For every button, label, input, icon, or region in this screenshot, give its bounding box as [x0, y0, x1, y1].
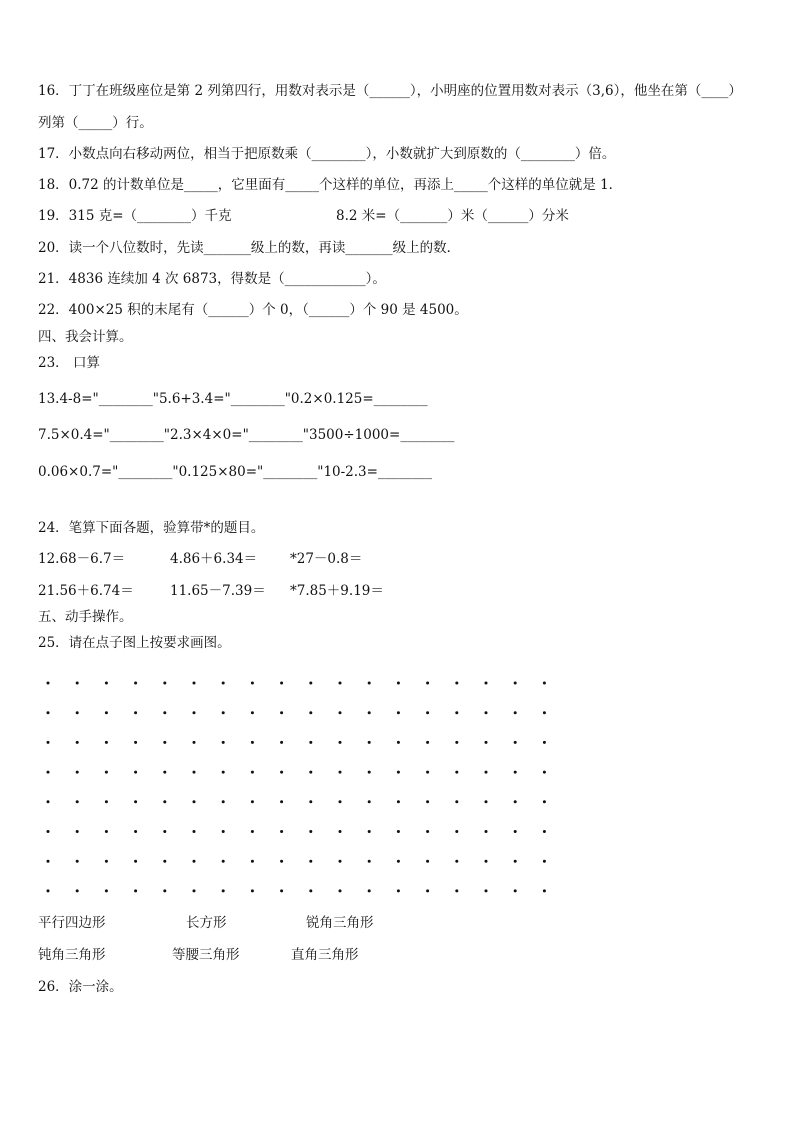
grid-dot[interactable] — [455, 741, 458, 744]
grid-dot[interactable] — [309, 889, 312, 892]
question-25-title: 25．请在点子图上按要求画图。 — [38, 635, 231, 651]
grid-dot[interactable] — [514, 860, 517, 863]
grid-dot[interactable] — [339, 711, 342, 714]
grid-dot[interactable] — [485, 682, 488, 685]
grid-dot[interactable] — [339, 830, 342, 833]
shape-label-rectangle: 长方形 — [186, 915, 227, 931]
grid-dot[interactable] — [251, 711, 254, 714]
grid-dot[interactable] — [543, 889, 546, 892]
grid-dot[interactable] — [76, 830, 79, 833]
grid-dot[interactable] — [543, 860, 546, 863]
question-19-part-a: 19．315 克=（________）千克 — [38, 208, 232, 224]
grid-dot[interactable] — [280, 830, 283, 833]
grid-dot[interactable] — [339, 860, 342, 863]
grid-dot[interactable] — [455, 889, 458, 892]
grid-dot[interactable] — [163, 741, 166, 744]
grid-dot[interactable] — [251, 682, 254, 685]
question-17: 17．小数点向右移动两位，相当于把原数乘（________），小数就扩大到原数的（________）倍。 — [38, 146, 616, 162]
grid-dot[interactable] — [339, 771, 342, 774]
grid-dot[interactable] — [76, 711, 79, 714]
grid-dot[interactable] — [397, 860, 400, 863]
question-20: 20．读一个八位数时，先读_______级上的数，再读_______级上的数． — [38, 240, 461, 256]
grid-dot[interactable] — [47, 860, 50, 863]
question-26-title: 26．涂一涂。 — [38, 979, 123, 995]
grid-dot[interactable] — [514, 711, 517, 714]
grid-dot[interactable] — [163, 682, 166, 685]
grid-dot[interactable] — [543, 682, 546, 685]
grid-dot[interactable] — [280, 889, 283, 892]
section-5-title: 五、动手操作。 — [38, 609, 133, 625]
grid-dot[interactable] — [105, 711, 108, 714]
grid-dot[interactable] — [105, 741, 108, 744]
grid-dot[interactable] — [543, 711, 546, 714]
grid-dot[interactable] — [163, 889, 166, 892]
grid-dot[interactable] — [163, 860, 166, 863]
grid-dot[interactable] — [455, 800, 458, 803]
shape-label-isosceles-triangle: 等腰三角形 — [172, 947, 240, 963]
grid-dot[interactable] — [543, 830, 546, 833]
grid-dot[interactable] — [339, 800, 342, 803]
grid-dot[interactable] — [47, 889, 50, 892]
grid-dot[interactable] — [193, 889, 196, 892]
grid-dot[interactable] — [514, 771, 517, 774]
grid-dot[interactable] — [397, 771, 400, 774]
grid-dot[interactable] — [105, 771, 108, 774]
grid-dot[interactable] — [134, 741, 137, 744]
grid-dot[interactable] — [134, 771, 137, 774]
oral-calc-row-3: 0.06×0.7="________"0.125×80="________"10-2.3=________ — [38, 464, 432, 480]
grid-dot[interactable] — [368, 711, 371, 714]
grid-dot[interactable] — [339, 889, 342, 892]
grid-dot[interactable] — [251, 860, 254, 863]
grid-dot[interactable] — [105, 860, 108, 863]
grid-dot[interactable] — [251, 889, 254, 892]
grid-dot[interactable] — [426, 860, 429, 863]
grid-dot[interactable] — [339, 682, 342, 685]
grid-dot[interactable] — [280, 860, 283, 863]
grid-dot[interactable] — [222, 771, 225, 774]
grid-dot[interactable] — [309, 741, 312, 744]
grid-dot[interactable] — [134, 889, 137, 892]
grid-dot[interactable] — [368, 741, 371, 744]
grid-dot[interactable] — [368, 860, 371, 863]
grid-dot[interactable] — [368, 830, 371, 833]
grid-dot[interactable] — [47, 711, 50, 714]
grid-dot[interactable] — [251, 741, 254, 744]
grid-dot[interactable] — [368, 682, 371, 685]
grid-dot[interactable] — [193, 860, 196, 863]
shape-label-right-triangle: 直角三角形 — [291, 947, 359, 963]
grid-dot[interactable] — [485, 800, 488, 803]
grid-dot[interactable] — [193, 830, 196, 833]
grid-dot[interactable] — [134, 800, 137, 803]
grid-dot[interactable] — [105, 682, 108, 685]
grid-dot[interactable] — [222, 830, 225, 833]
grid-dot[interactable] — [485, 860, 488, 863]
written-calc-3: *27－0.8＝ — [290, 551, 363, 567]
grid-dot[interactable] — [76, 860, 79, 863]
grid-dot[interactable] — [193, 682, 196, 685]
grid-dot[interactable] — [543, 771, 546, 774]
dot-grid[interactable] — [40, 675, 560, 900]
grid-dot[interactable] — [455, 682, 458, 685]
written-calc-5: 11.65－7.39＝ — [170, 583, 266, 599]
grid-dot[interactable] — [426, 830, 429, 833]
grid-dot[interactable] — [485, 711, 488, 714]
grid-dot[interactable] — [134, 830, 137, 833]
grid-dot[interactable] — [543, 800, 546, 803]
grid-dot[interactable] — [222, 682, 225, 685]
written-calc-4: 21.56＋6.74＝ — [38, 583, 134, 599]
grid-dot[interactable] — [280, 741, 283, 744]
grid-dot[interactable] — [309, 682, 312, 685]
grid-dot[interactable] — [280, 711, 283, 714]
grid-dot[interactable] — [397, 682, 400, 685]
grid-dot[interactable] — [163, 711, 166, 714]
grid-dot[interactable] — [222, 741, 225, 744]
shape-label-obtuse-triangle: 钝角三角形 — [38, 947, 106, 963]
question-21: 21．4836 连续加 4 次 6873，得数是（____________）。 — [38, 271, 386, 287]
oral-calc-row-2: 7.5×0.4="________"2.3×4×0="________"3500÷1000=________ — [38, 427, 455, 443]
grid-dot[interactable] — [105, 800, 108, 803]
grid-dot[interactable] — [368, 800, 371, 803]
section-4-title: 四、我会计算。 — [38, 329, 133, 345]
written-calc-6: *7.85＋9.19＝ — [290, 583, 384, 599]
question-22: 22．400×25 积的末尾有（______）个 0，（______）个 90 是 4500。 — [38, 302, 468, 318]
grid-dot[interactable] — [309, 800, 312, 803]
grid-dot[interactable] — [309, 860, 312, 863]
grid-dot[interactable] — [193, 711, 196, 714]
grid-dot[interactable] — [309, 711, 312, 714]
grid-dot[interactable] — [455, 711, 458, 714]
grid-dot[interactable] — [251, 800, 254, 803]
grid-dot[interactable] — [193, 800, 196, 803]
grid-dot[interactable] — [397, 830, 400, 833]
question-23-title: 23． 口算 — [38, 355, 100, 371]
grid-dot[interactable] — [134, 682, 137, 685]
grid-dot[interactable] — [485, 771, 488, 774]
oral-calc-row-1: 13.4-8="________"5.6+3.4="________"0.2×0.125=________ — [38, 391, 428, 407]
grid-dot[interactable] — [309, 830, 312, 833]
grid-dot[interactable] — [368, 889, 371, 892]
grid-dot[interactable] — [134, 860, 137, 863]
grid-dot[interactable] — [47, 771, 50, 774]
grid-dot[interactable] — [280, 682, 283, 685]
grid-dot[interactable] — [222, 860, 225, 863]
question-16-line-2: 列第（_____）行。 — [38, 115, 153, 131]
question-16-line-1: 16．丁丁在班级座位是第 2 列第四行，用数对表示是（______），小明座的位置用数对表示（3,6），他坐在第（____） — [38, 83, 742, 99]
grid-dot[interactable] — [514, 741, 517, 744]
grid-dot[interactable] — [397, 889, 400, 892]
question-24-title: 24．笔算下面各题，验算带*的题目。 — [38, 520, 265, 536]
grid-dot[interactable] — [514, 682, 517, 685]
grid-dot[interactable] — [426, 889, 429, 892]
question-19-part-b: 8.2 米=（_______）米（______）分米 — [336, 208, 569, 224]
grid-dot[interactable] — [368, 771, 371, 774]
grid-dot[interactable] — [426, 741, 429, 744]
grid-dot[interactable] — [514, 830, 517, 833]
grid-dot[interactable] — [426, 771, 429, 774]
grid-dot[interactable] — [76, 889, 79, 892]
written-calc-2: 4.86＋6.34＝ — [170, 551, 258, 567]
grid-dot[interactable] — [455, 830, 458, 833]
grid-dot[interactable] — [222, 889, 225, 892]
grid-dot[interactable] — [514, 889, 517, 892]
grid-dot[interactable] — [76, 800, 79, 803]
grid-dot[interactable] — [339, 741, 342, 744]
grid-dot[interactable] — [251, 830, 254, 833]
grid-dot[interactable] — [426, 800, 429, 803]
grid-dot[interactable] — [47, 800, 50, 803]
grid-dot[interactable] — [47, 741, 50, 744]
grid-dot[interactable] — [397, 711, 400, 714]
question-18: 18．0.72 的计数单位是_____，它里面有_____个这样的单位，再添上_____个这样的单位就是 1． — [38, 177, 623, 193]
grid-dot[interactable] — [163, 830, 166, 833]
grid-dot[interactable] — [397, 800, 400, 803]
grid-dot[interactable] — [485, 741, 488, 744]
grid-dot[interactable] — [397, 741, 400, 744]
grid-dot[interactable] — [193, 771, 196, 774]
grid-dot[interactable] — [76, 741, 79, 744]
grid-dot[interactable] — [134, 711, 137, 714]
grid-dot[interactable] — [76, 682, 79, 685]
shape-label-parallelogram: 平行四边形 — [38, 915, 106, 931]
grid-dot[interactable] — [426, 682, 429, 685]
grid-dot[interactable] — [309, 771, 312, 774]
grid-dot[interactable] — [485, 830, 488, 833]
grid-dot[interactable] — [455, 771, 458, 774]
grid-dot[interactable] — [163, 771, 166, 774]
grid-dot[interactable] — [47, 830, 50, 833]
grid-dot[interactable] — [455, 860, 458, 863]
grid-dot[interactable] — [280, 800, 283, 803]
shape-label-acute-triangle: 锐角三角形 — [306, 915, 374, 931]
written-calc-1: 12.68－6.7＝ — [38, 551, 126, 567]
grid-dot[interactable] — [47, 682, 50, 685]
grid-dot[interactable] — [222, 711, 225, 714]
grid-dot[interactable] — [485, 889, 488, 892]
grid-dot[interactable] — [514, 800, 517, 803]
grid-dot[interactable] — [222, 800, 225, 803]
grid-dot[interactable] — [105, 889, 108, 892]
grid-dot[interactable] — [76, 771, 79, 774]
grid-dot[interactable] — [105, 830, 108, 833]
grid-dot[interactable] — [543, 741, 546, 744]
grid-dot[interactable] — [426, 711, 429, 714]
grid-dot[interactable] — [280, 771, 283, 774]
grid-dot[interactable] — [193, 741, 196, 744]
grid-dot[interactable] — [163, 800, 166, 803]
grid-dot[interactable] — [251, 771, 254, 774]
